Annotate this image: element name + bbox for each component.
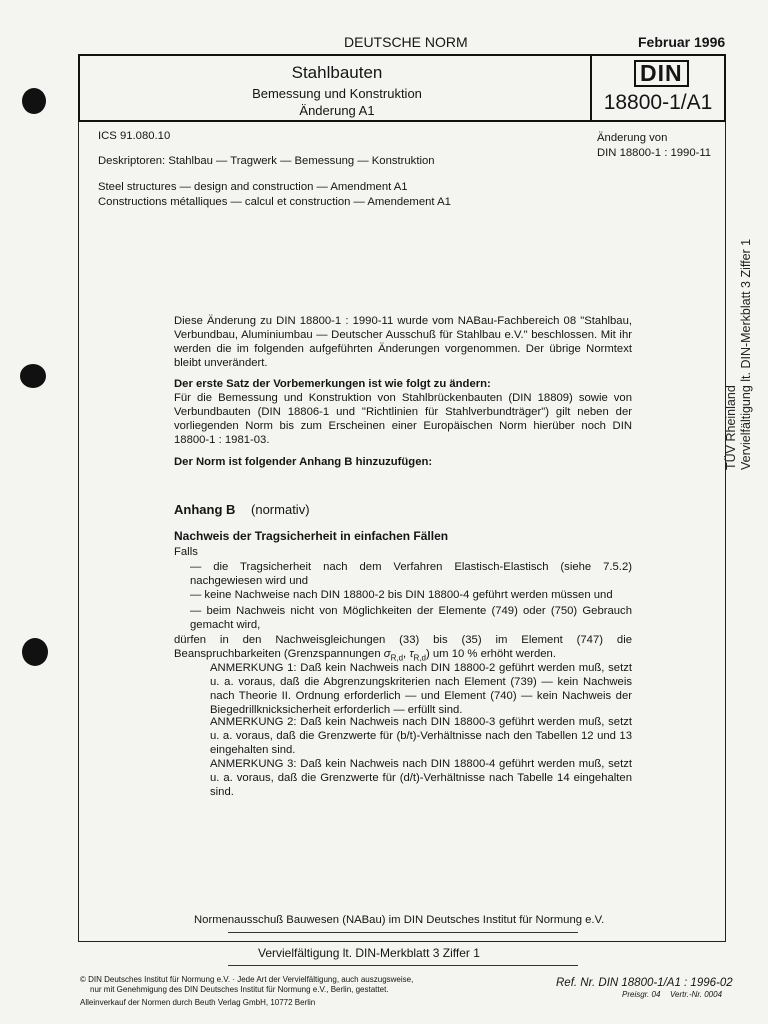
body-paragraph: Für die Bemessung und Konstruktion von Stahlbrückenbauten (DIN 18809) sowie von Verbundbauten (DIN 18806-1 und "Richtlinien für Stahlverbundträger") gilt neben der vorliegenden Norm bis zum Erscheinen einer Europäischen Norm hierüber noch DIN 18800-1 : 1981-03. (174, 392, 632, 446)
title-french: Constructions métalliques — calcul et construction — Amendement A1 (98, 196, 451, 208)
stamp-line: Vervielfältigung lt. DIN-Merkblatt 3 Ziffer 1 (258, 946, 480, 960)
anhang-heading (174, 502, 310, 517)
list-item: — die Tragsicherheit nach dem Verfahren Elastisch-Elastisch (siehe 7.5.2) nachgewiesen wird und (190, 561, 632, 587)
anhang-title: Anhang B (174, 502, 236, 517)
tau-symbol: τ (409, 648, 414, 660)
committee-line: Normenausschuß Bauwesen (NABau) im DIN Deutsches Institut für Normung e.V. (194, 914, 605, 926)
sigma-symbol: σ (383, 648, 391, 660)
document-type: DEUTSCHE NORM (344, 34, 468, 50)
contract-number: Vertr.-Nr. 0004 (670, 990, 723, 999)
din-number-box (590, 56, 724, 120)
aenderung-label: Änderung von (597, 132, 668, 144)
punch-hole (22, 638, 48, 666)
anhang-type: (normativ) (251, 502, 310, 517)
note: ANMERKUNG 2: Daß kein Nachweis nach DIN 18800-3 geführt werden muß, setzt u. a. voraus, daß die Grenzwerte für (b/t)-Verhältnisse nach den Tabellen 12 und 13 eingehalten sind. (210, 716, 632, 756)
section-heading: Der erste Satz der Vorbemerkungen ist wie folgt zu ändern: (174, 378, 491, 390)
distribution-line: Alleinverkauf der Normen durch Beuth Verlag GmbH, 10772 Berlin (80, 998, 316, 1007)
separator-line (228, 932, 578, 933)
deskriptoren: Deskriptoren: Stahlbau — Tragwerk — Bemessung — Konstruktion (98, 155, 435, 167)
paragraph-text: dürfen in den Nachweisgleichungen (33) bis (35) im Element (747) die Beanspruchbarkeiten (Grenzspannungen (174, 634, 632, 660)
document-title: Stahlbauten (291, 63, 383, 82)
falls-text: Falls (174, 546, 198, 558)
note: ANMERKUNG 3: Daß kein Nachweis nach DIN 18800-4 geführt werden muß, setzt u. a. voraus, daß die Grenzwerte für (d/t)-Verhältnisse nach Tabelle 14 eingehalten sind. (210, 758, 632, 798)
ics-code: ICS 91.080.10 (98, 130, 171, 142)
note: ANMERKUNG 1: Daß kein Nachweis nach DIN 18800-2 geführt werden muß, setzt u. a. voraus, daß die Abgrenzungskriterien nach Element (739) — kein Nachweis nach Theorie II. Ordnung erforderlich — und Element (740) — kein Nachweis der Biegedrillknicksicherheit erforderlich — erfüllt sind. (210, 662, 632, 716)
list-item: — beim Nachweis nicht von Möglichkeiten der Elemente (749) oder (750) Gebrauch gemacht wird, (190, 605, 632, 631)
copyright-line: © DIN Deutsches Institut für Normung e.V. · Jede Art der Vervielfältigung, auch auszugsweise, (80, 975, 414, 984)
intro-paragraph: Diese Änderung zu DIN 18800-1 : 1990-11 wurde vom NABau-Fachbereich 08 "Stahlbau, Verbundbau, Aluminiumbau — Deutscher Ausschuß für Stahlbau e.V." beschlossen. Mit ihr werden die im folgenden aufgeführten Änderungen vorgenommen. Der übrige Normtext bleibt unverändert. (174, 315, 632, 369)
title-english: Steel structures — design and construction — Amendment A1 (98, 181, 408, 193)
din-logo: DIN (634, 60, 689, 87)
price-group: Preisgr. 04 (622, 990, 661, 999)
document-amendment: Änderung A1 (299, 103, 375, 118)
copyright-line: nur mit Genehmigung des DIN Deutsches Institut für Normung e.V., Berlin, gestattet. (90, 985, 389, 994)
anhang-section-title: Nachweis der Tragsicherheit in einfachen Fällen (174, 529, 449, 543)
side-stamp-line: TÜV Rheinland (724, 385, 738, 470)
tau-subscript: R,d (413, 653, 426, 663)
side-stamp-line: Vervielfältigung lt. DIN-Merkblatt 3 Ziffer 1 (739, 238, 753, 470)
punch-hole (20, 364, 46, 388)
aenderung-reference: DIN 18800-1 : 1990-11 (597, 147, 712, 159)
header-box (78, 54, 726, 122)
reference-number: Ref. Nr. DIN 18800-1/A1 : 1996-02 (556, 977, 733, 989)
list-item: — keine Nachweise nach DIN 18800-2 bis DIN 18800-4 geführt werden müssen und (190, 589, 613, 601)
body-paragraph: dürfen in den Nachweisgleichungen (33) bis (35) im Element (747) die Beanspruchbarkeiten (Grenzspannungen $\sigma_{R,d}$, $\tau_{R,d}$) um 10 % erhöht werden. (174, 634, 632, 663)
document-subtitle: Bemessung und Konstruktion (252, 86, 422, 101)
sigma-subscript: R,d (390, 653, 404, 663)
punch-hole (22, 88, 46, 114)
document-date: Februar 1996 (638, 34, 726, 50)
side-stamp (724, 239, 754, 470)
separator-line (228, 965, 578, 966)
din-number: 18800-1/A1 (603, 91, 713, 114)
section-heading: Der Norm ist folgender Anhang B hinzuzufügen: (174, 456, 433, 468)
paragraph-text: ) um 10 % erhöht werden. (426, 648, 556, 660)
